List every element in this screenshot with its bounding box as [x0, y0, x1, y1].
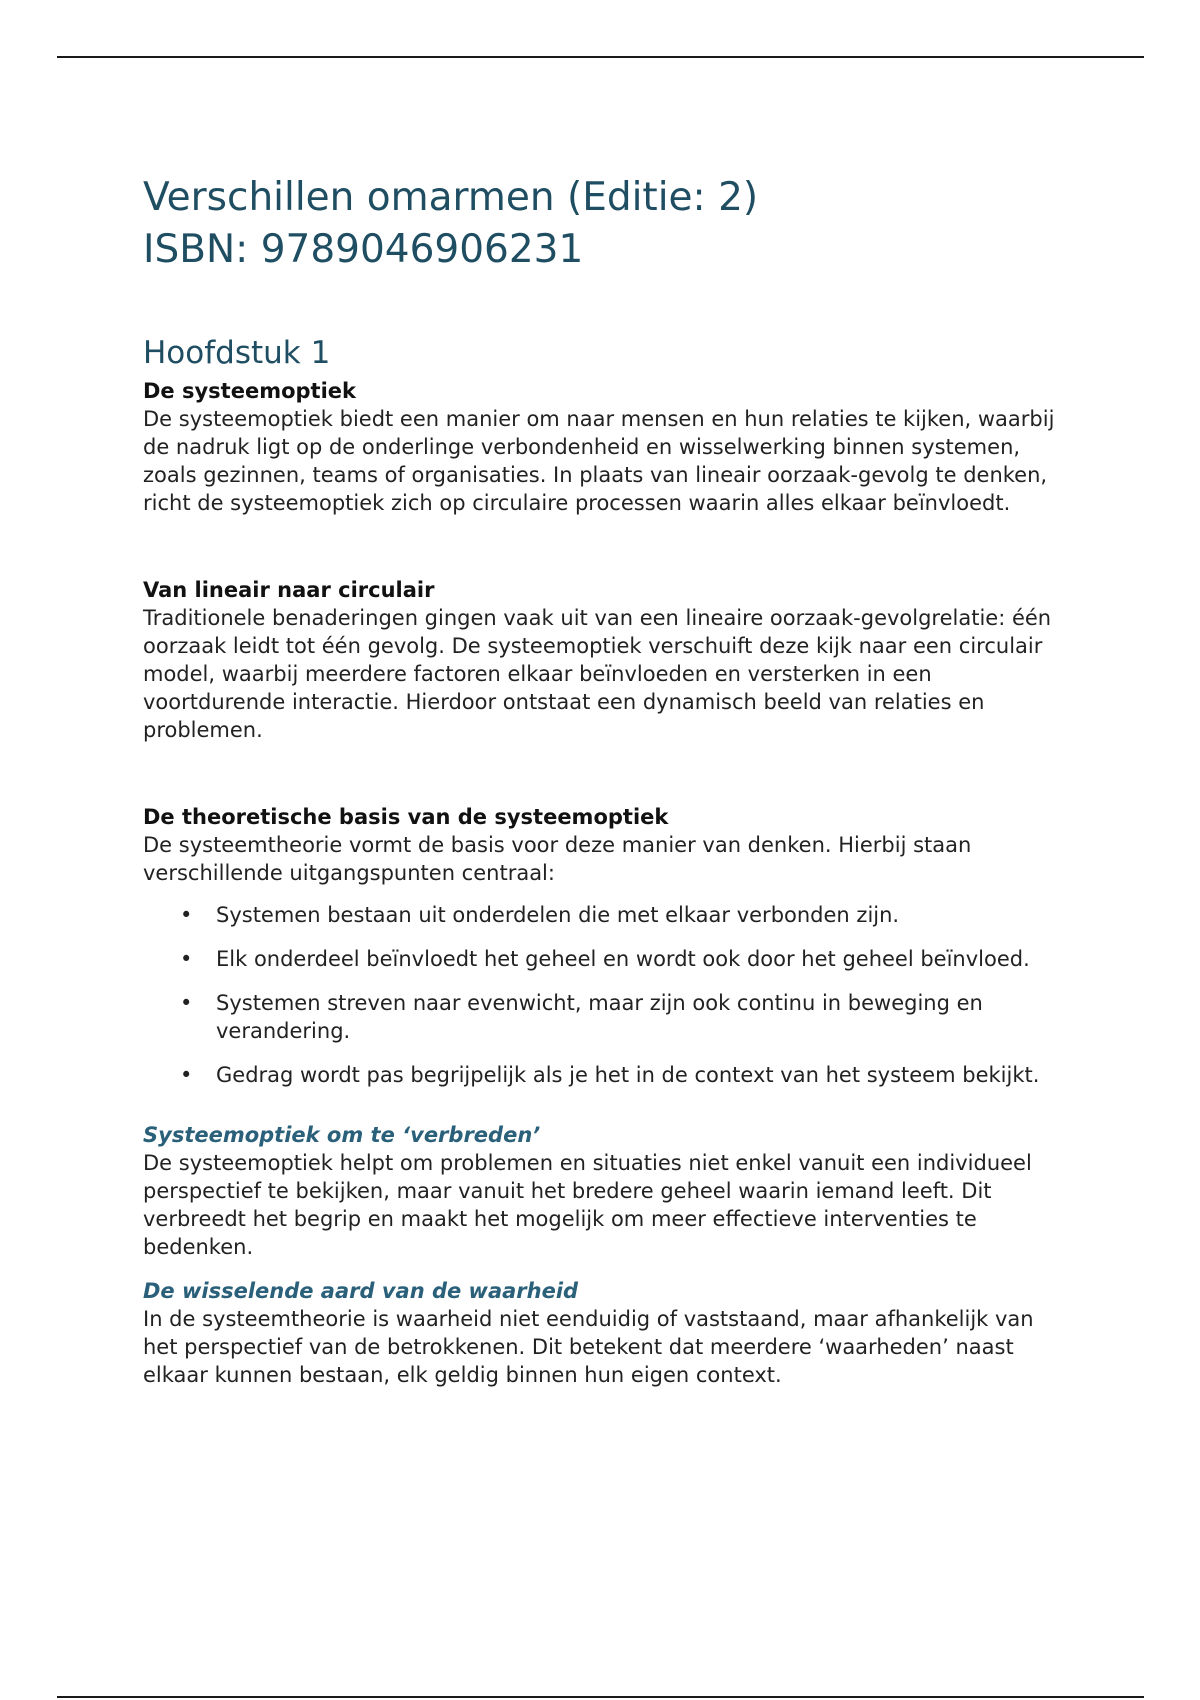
bullet-icon: • [180, 947, 193, 971]
list-item-text: Elk onderdeel beïnvloedt het geheel en wordt ook door het geheel beïnvloed. [216, 947, 1030, 971]
chapter-heading: Hoofdstuk 1 [143, 335, 331, 371]
bullet-icon: • [180, 991, 193, 1015]
list-item-text: Gedrag wordt pas begrijpelijk als je het in de context van het systeem bekijkt. [216, 1063, 1040, 1087]
subsection-heading: Systeemoptiek om te ‘verbreden’ [143, 1123, 541, 1147]
subsection-body: De systeemoptiek helpt om problemen en situaties niet enkel vanuit een individueel perspectief te bekijken, maar vanuit het bredere geheel waarin iemand leeft. Dit verbreedt het begrip en maakt het mogelijk om meer effectieve interventies te bedenken. [143, 1151, 1032, 1259]
document-title [143, 172, 1063, 276]
subsection-heading: De wisselende aard van de waarheid [143, 1279, 579, 1303]
list-item-text: Systemen bestaan uit onderdelen die met elkaar verbonden zijn. [216, 903, 900, 927]
section-heading: De theoretische basis van de systeemoptiek [143, 805, 669, 829]
section-systeemoptiek [143, 377, 1063, 517]
document-page [143, 172, 1063, 1389]
top-divider [57, 56, 1144, 58]
section-body: De systeemtheorie vormt de basis voor deze manier van denken. Hierbij staan verschillende uitgangspunten centraal: [143, 833, 972, 885]
section-heading: De systeemoptiek [143, 379, 356, 403]
title-line-2-isbn: ISBN: 9789046906231 [143, 227, 584, 272]
title-line-1: Verschillen omarmen (Editie: 2) [143, 175, 759, 220]
list-item [143, 901, 1063, 929]
list-item [143, 989, 1063, 1045]
list-item-text: Systemen streven naar evenwicht, maar zijn ook continu in beweging en verandering. [216, 991, 983, 1043]
section-theoretische-basis [143, 803, 1063, 1089]
list-item [143, 1061, 1063, 1089]
subsection-verbreden [143, 1121, 1063, 1261]
list-item [143, 945, 1063, 973]
subsection-body: In de systeemtheorie is waarheid niet eenduidig of vaststaand, maar afhankelijk van het perspectief van de betrokkenen. Dit betekent dat meerdere ‘waarheden’ naast elkaar kunnen bestaan, elk geldig binnen hun eigen context. [143, 1307, 1034, 1387]
section-body: De systeemoptiek biedt een manier om naar mensen en hun relaties te kijken, waarbij de nadruk ligt op de onderlinge verbondenheid en wisselwerking binnen systemen, zoals gezinnen, teams of organisaties. In plaats van lineair oorzaak-gevolg te denken, richt de systeemoptiek zich op circulaire processen waarin alles elkaar beïnvloedt. [143, 407, 1055, 515]
section-body: Traditionele benaderingen gingen vaak uit van een lineaire oorzaak-gevolgrelatie: één oorzaak leidt tot één gevolg. De systeemoptiek verschuift deze kijk naar een circulair model, waarbij meerdere factoren elkaar beïnvloeden en versterken in een voortdurende interactie. Hierdoor ontstaat een dynamisch beeld van relaties en problemen. [143, 606, 1052, 742]
section-heading: Van lineair naar circulair [143, 578, 435, 602]
bullet-icon: • [180, 903, 193, 927]
bullet-icon: • [180, 1063, 193, 1087]
subsection-waarheid [143, 1277, 1063, 1389]
bottom-divider [57, 1696, 1144, 1698]
section-lineair-circulair [143, 576, 1063, 744]
principles-list [143, 901, 1063, 1089]
